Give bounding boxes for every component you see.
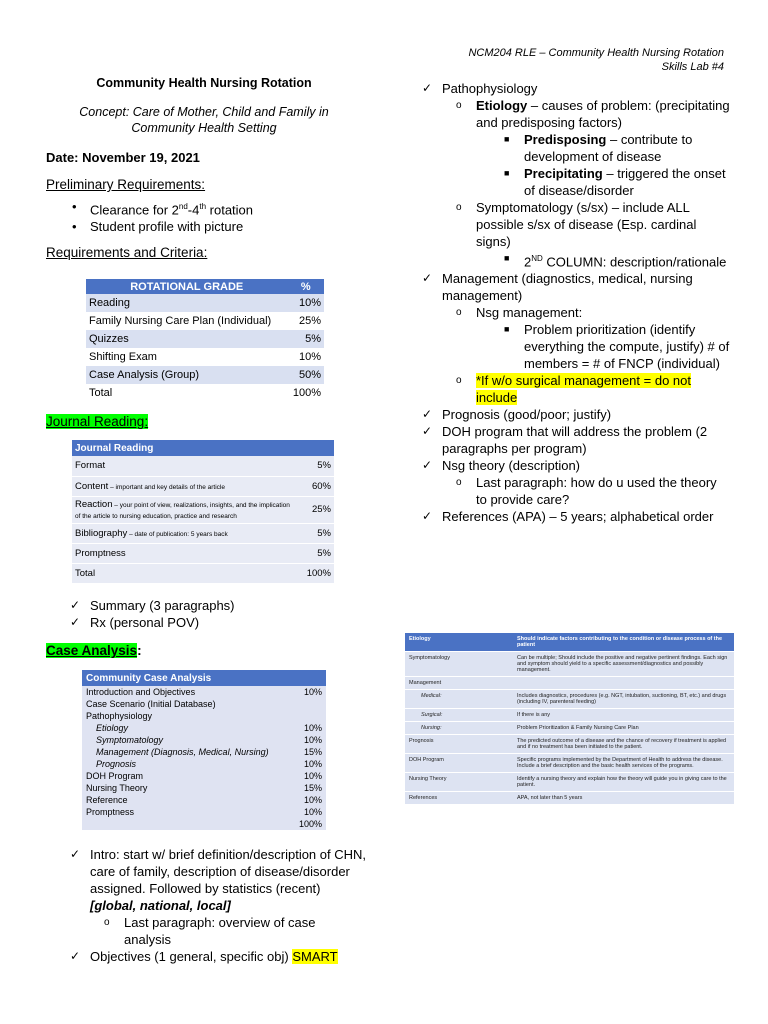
predisposing-bold: Predisposing	[524, 132, 607, 147]
table-row	[86, 294, 324, 312]
table-row	[86, 384, 324, 402]
table-cell: Symptomatology	[96, 735, 164, 745]
table-cell: 5%	[287, 330, 324, 348]
table-row	[405, 709, 734, 722]
table-cell: Promptness	[72, 543, 298, 563]
table-cell: 5%	[298, 543, 334, 563]
objectives-check-item	[68, 948, 368, 965]
nsg-theory-text: Nsg theory (description)	[442, 458, 580, 474]
table-cell: 15%	[303, 747, 322, 757]
case-analysis-table	[82, 670, 326, 830]
prelim-a-mid: -4	[187, 202, 200, 218]
table-cell: DOH Program	[86, 771, 144, 781]
rotational-header-row	[86, 279, 324, 294]
prognosis-item	[420, 406, 730, 423]
circle-bullet-icon: o	[456, 307, 462, 319]
journal-header-row	[72, 440, 334, 456]
table-cell: References	[405, 792, 513, 805]
square-bullet-icon: ■	[504, 134, 510, 144]
requirements-heading: Requirements and Criteria:	[46, 245, 208, 261]
table-row	[72, 523, 334, 543]
table-row	[82, 734, 326, 746]
checkmark-icon: ✓	[70, 615, 81, 629]
table-cell: 10%	[287, 294, 324, 312]
table-cell: 10%	[303, 807, 322, 817]
table-cell: 10%	[303, 735, 322, 745]
table-row	[82, 806, 326, 818]
journal-reading-table	[72, 440, 334, 584]
table-cell	[292, 710, 326, 722]
prelim-a-sup2: th	[199, 202, 207, 211]
case-guide-body	[405, 633, 734, 805]
objectives-highlight: SMART	[292, 949, 338, 964]
table-cell	[292, 698, 326, 710]
rotational-header-label: ROTATIONAL GRADE	[86, 279, 287, 294]
precipitating-text: – triggered the onset of disease/disorder	[524, 166, 726, 198]
table-row	[72, 543, 334, 563]
concept-text	[46, 104, 362, 136]
check-item	[68, 597, 348, 614]
table-cell: 15%	[303, 783, 322, 793]
case-table-body	[82, 686, 326, 830]
table-row	[72, 456, 334, 476]
etiology-text: – causes of problem: (precipitating and predisposing factors)	[476, 98, 730, 130]
table-cell: 10%	[303, 723, 322, 733]
table-cell: 10%	[287, 348, 324, 366]
journal-content-desc: – important and key details of the article	[108, 483, 225, 491]
table-cell: Management	[405, 677, 513, 690]
table-cell: Case Scenario (Initial Database)	[86, 699, 216, 709]
table-cell: 100%	[298, 819, 322, 829]
table-cell: 5%	[298, 456, 334, 476]
table-row	[405, 773, 734, 792]
table-cell: Management (Diagnosis, Medical, Nursing)	[96, 747, 269, 757]
intro-bold: [global, national, local]	[90, 898, 231, 913]
prelim-a-pre: Clearance for 2	[90, 202, 179, 218]
doh-item	[420, 423, 730, 457]
left-column	[46, 76, 362, 260]
table-row	[82, 782, 326, 794]
table-cell: Quizzes	[86, 330, 287, 348]
table-cell: 10%	[303, 795, 322, 805]
table-row	[405, 690, 734, 709]
table-row	[405, 633, 734, 652]
table-cell: The predicted outcome of a disease and the chance of recovery if treatment is applied and if no treatment has been initiated to the patient.	[513, 735, 734, 754]
nsg-management-text: Nsg management:	[476, 305, 583, 321]
circle-bullet-icon: o	[456, 477, 462, 489]
table-cell: Introduction and Objectives	[86, 687, 196, 697]
case-analysis-heading	[46, 643, 142, 658]
table-row	[82, 722, 326, 734]
objectives-text: Objectives (1 general, specific obj)	[90, 949, 293, 964]
table-cell: 60%	[298, 476, 334, 496]
right-column	[420, 80, 730, 525]
table-cell: Etiology	[96, 723, 129, 733]
intro-checklist	[68, 846, 368, 965]
table-cell: Total	[72, 563, 298, 583]
prelim-a-sup1: nd	[178, 202, 188, 211]
table-cell: Shifting Exam	[86, 348, 287, 366]
table-row	[86, 366, 324, 384]
table-row	[86, 348, 324, 366]
table-row	[82, 710, 326, 722]
rotational-grade-table	[86, 279, 324, 402]
rotational-header-percent: %	[287, 279, 324, 294]
symptom-item	[420, 199, 730, 250]
journal-header: Journal Reading	[72, 440, 334, 456]
prognosis-text: Prognosis (good/poor; justify)	[442, 407, 612, 423]
circle-bullet-icon: o	[104, 917, 110, 928]
prelim-a-post: rotation	[206, 202, 254, 218]
table-cell: Nursing:	[405, 722, 513, 735]
table-cell: If there is any	[513, 709, 734, 722]
intro-sub-item	[68, 914, 368, 948]
intro-check-item	[68, 846, 368, 914]
case-heading-text: Case Analysis	[46, 643, 138, 658]
table-cell	[72, 476, 298, 496]
table-row	[405, 677, 734, 690]
table-row	[82, 818, 326, 830]
table-cell: Reference	[86, 795, 128, 805]
journal-reaction-label: Reaction	[75, 498, 113, 510]
last-paragraph-item	[420, 474, 730, 508]
table-cell: Family Nursing Care Plan (Individual)	[86, 312, 287, 330]
check-text: Rx (personal POV)	[90, 615, 200, 630]
table-cell: 25%	[287, 312, 324, 330]
table-cell: Should indicate factors contributing to the condition or disease process of the patient	[513, 633, 734, 652]
predisposing-text: – contribute to development of disease	[524, 132, 693, 164]
table-cell	[72, 523, 298, 543]
intro-sub-line-1: Last paragraph: overview of case	[124, 915, 316, 930]
references-text: References (APA) – 5 years; alphabetical order	[442, 509, 714, 525]
table-cell: Can be multiple; Should include the positive and negative pertinent findings. Each sign and symptom should yield to a specific assessment/diagnostics and possibly management.	[513, 652, 734, 677]
table-row	[72, 496, 334, 523]
last-paragraph-text: Last paragraph: how do u used the theory to provide care?	[476, 475, 717, 508]
table-cell: Format	[72, 456, 298, 476]
table-cell: 25%	[298, 496, 334, 523]
table-cell: 10%	[303, 759, 322, 769]
checkmark-icon: ✓	[422, 81, 433, 95]
table-row	[82, 770, 326, 782]
table-cell: Includes diagnostics, procedures (e.g. NGT, intubation, suctioning, BT, etc.) and drugs (including IV, parenteral feeding)	[513, 690, 734, 709]
table-row	[82, 746, 326, 758]
predisposing-item	[420, 131, 730, 165]
second-sup: ND	[531, 254, 543, 263]
journal-reaction-desc: – your point of view, realizations, insights, and the implication of the article to nursing education, practice and research	[75, 501, 290, 520]
concept-line-2: Community Health Setting	[131, 121, 277, 135]
table-row	[82, 698, 326, 710]
table-row	[72, 563, 334, 583]
table-cell: Nursing Theory	[86, 783, 148, 793]
second-column-item	[420, 250, 730, 270]
prelim-item-clearance	[90, 198, 362, 218]
table-row	[405, 735, 734, 754]
journal-bibliography-label: Bibliography	[75, 527, 128, 539]
table-cell: Identify a nursing theory and explain how the theory will guide you in giving care to the patient.	[513, 773, 734, 792]
precipitating-item	[420, 165, 730, 199]
table-cell: APA, not later than 5 years	[513, 792, 734, 805]
intro-sub-line-2: analysis	[124, 932, 171, 947]
table-cell: Nursing Theory	[405, 773, 513, 792]
case-header-row	[82, 670, 326, 686]
check-item	[68, 614, 348, 631]
date-line: Date: November 19, 2021	[46, 150, 200, 165]
surgical-text: *If w/o surgical management = do not include	[476, 373, 691, 406]
symptom-text: Symptomatology (s/sx) – include ALL possible s/sx of disease (Esp. cardinal signs)	[476, 200, 697, 249]
case-heading-colon: :	[137, 643, 142, 658]
table-cell: Reading	[86, 294, 287, 312]
intro-text: Intro: start w/ brief definition/description of CHN, care of family, description of disease/disorder assigned. Followed by statistics (recent)	[90, 847, 367, 896]
table-cell: 100%	[287, 384, 324, 402]
table-cell: 5%	[298, 523, 334, 543]
table-row	[72, 476, 334, 496]
table-cell: Etiology	[405, 633, 513, 652]
table-cell: Problem Prioritization & Family Nursing Care Plan	[513, 722, 734, 735]
surgical-item	[420, 372, 730, 406]
circle-bullet-icon: o	[456, 375, 462, 387]
table-cell: Specific programs implemented by the Department of Health to address the disease. Include a brief description and the basic health services of the programs.	[513, 754, 734, 773]
header-course: NCM204 RLE – Community Health Nursing Rotation	[468, 47, 724, 59]
checkmark-icon: ✓	[422, 424, 433, 439]
square-bullet-icon: ■	[504, 253, 510, 263]
journal-checklist	[68, 597, 348, 631]
etiology-item	[420, 97, 730, 131]
table-cell: 50%	[287, 366, 324, 384]
journal-heading-text: Journal Reading:	[46, 414, 149, 429]
case-header: Community Case Analysis	[82, 670, 326, 686]
table-cell: Promptness	[86, 807, 135, 817]
prelim-list	[46, 198, 362, 235]
table-row	[405, 754, 734, 773]
table-row	[86, 330, 324, 348]
checkmark-icon: ✓	[422, 407, 433, 422]
table-cell: DOH Program	[405, 754, 513, 773]
journal-content-label: Content	[75, 480, 109, 492]
patho-text: Pathophysiology	[442, 81, 538, 96]
table-cell: Prognosis	[405, 735, 513, 754]
table-cell	[72, 496, 298, 523]
precipitating-bold: Precipitating	[524, 166, 603, 181]
prelim-item-profile: • Student profile with picture	[90, 218, 362, 235]
nsg-theory-item	[420, 457, 730, 474]
journal-heading	[46, 414, 148, 429]
table-row	[405, 722, 734, 735]
checkmark-icon: ✓	[70, 598, 81, 612]
checkmark-icon: ✓	[422, 458, 433, 473]
doh-text: DOH program that will address the problem (2 paragraphs per program)	[442, 424, 708, 457]
page-header	[468, 46, 724, 74]
check-text: Summary (3 paragraphs)	[90, 598, 235, 613]
table-cell: 10%	[303, 687, 322, 697]
circle-bullet-icon: o	[456, 100, 462, 111]
case-guide-table	[405, 633, 734, 805]
table-cell: 10%	[303, 771, 322, 781]
table-cell	[513, 677, 734, 690]
table-row	[82, 794, 326, 806]
checkmark-icon: ✓	[70, 847, 81, 861]
references-item	[420, 508, 730, 525]
table-cell: Pathophysiology	[86, 711, 153, 721]
table-cell: 100%	[298, 563, 334, 583]
table-cell	[82, 818, 292, 830]
management-text: Management (diagnostics, medical, nursing management)	[442, 271, 693, 304]
patho-item	[420, 80, 730, 97]
table-cell: Surgical:	[405, 709, 513, 722]
concept-line-1: Concept: Care of Mother, Child and Family in	[79, 105, 329, 119]
problem-prioritization-text: Problem prioritization (identify everything the compute, justify) # of members = # of FNCP (individual)	[524, 322, 730, 372]
table-cell: Total	[86, 384, 287, 402]
table-cell: Prognosis	[96, 759, 137, 769]
table-cell: Case Analysis (Group)	[86, 366, 287, 384]
management-item	[420, 270, 730, 304]
header-lab: Skills Lab #4	[661, 61, 724, 73]
etiology-bold: Etiology	[476, 98, 528, 113]
table-row	[405, 652, 734, 677]
second-post: COLUMN: description/rationale	[542, 254, 727, 270]
table-cell: Medical:	[405, 690, 513, 709]
nsg-management-item	[420, 304, 730, 321]
prelim-heading: Preliminary Requirements:	[46, 177, 206, 192]
table-row	[82, 758, 326, 770]
second-pre: 2	[524, 254, 532, 270]
checkmark-icon: ✓	[422, 271, 433, 286]
table-cell: Symptomatology	[405, 652, 513, 677]
circle-bullet-icon: o	[456, 202, 462, 213]
table-row	[405, 792, 734, 805]
square-bullet-icon: ■	[504, 324, 510, 335]
checkmark-icon: ✓	[70, 949, 81, 963]
table-row	[86, 312, 324, 330]
table-row	[82, 686, 326, 698]
square-bullet-icon: ■	[504, 168, 510, 178]
journal-bibliography-desc: – date of publication: 5 years back	[127, 530, 228, 538]
problem-prioritization-item	[420, 321, 730, 372]
checkmark-icon: ✓	[422, 509, 433, 524]
page-title: Community Health Nursing Rotation	[96, 76, 312, 90]
